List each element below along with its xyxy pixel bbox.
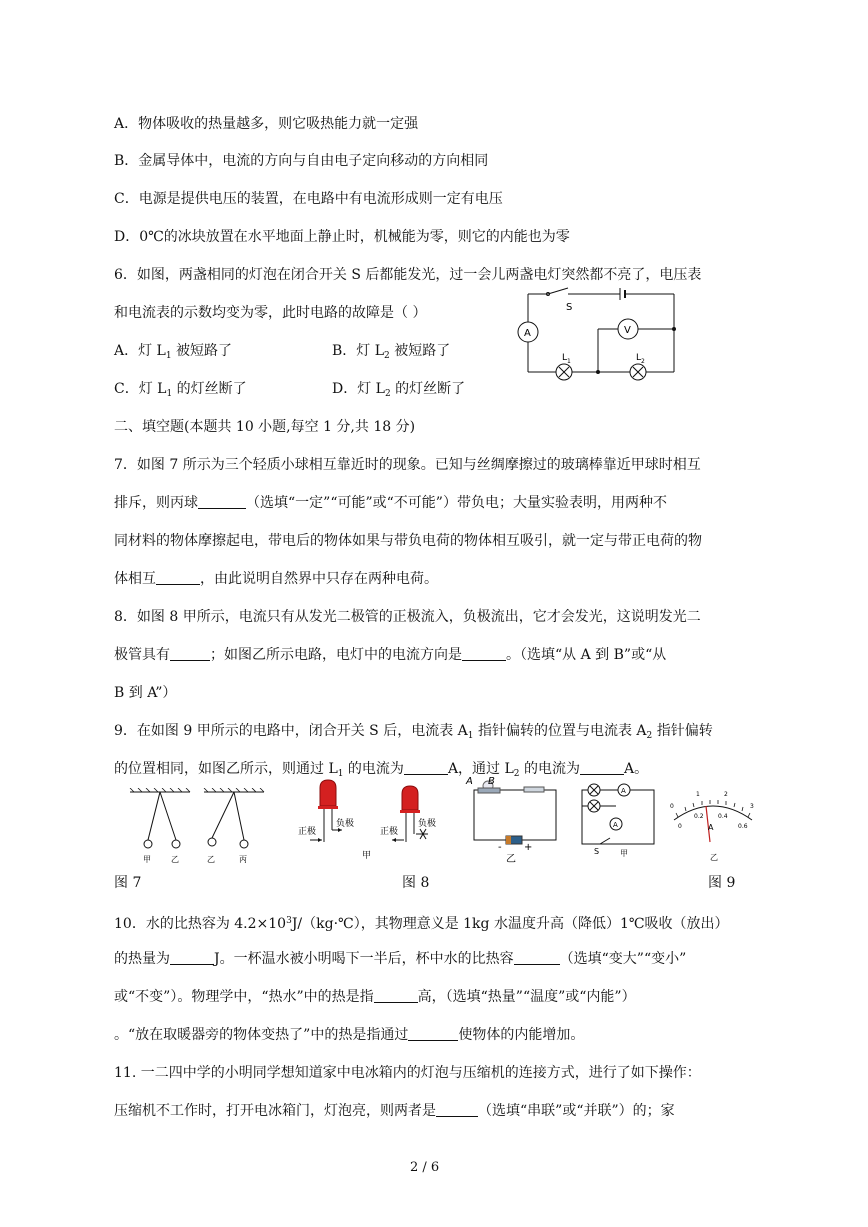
q6-circuit-diagram bbox=[508, 286, 684, 382]
fig8-point-b: B bbox=[488, 776, 495, 787]
q9-line2: 的位置相同，如图乙所示，则通过 $L_1$ 的电流为 A，通过 $L_2$ 的电流为 A。 bbox=[114, 761, 649, 779]
fig9-dial-tick: 0.2 bbox=[694, 813, 704, 820]
q7-line2: 排斥，则丙球 （选填“一定”“可能”或“不可能”）带负电；大量实验表明，用两种不 bbox=[114, 495, 667, 511]
fig8-pos-label: 正极 bbox=[380, 827, 399, 837]
fig8-yi-label: 乙 bbox=[506, 854, 516, 864]
q5-option-a: A．物体吸收的热量越多，则它吸热能力就一定强 bbox=[114, 116, 419, 132]
q6-voltmeter-label: V bbox=[624, 325, 631, 336]
fig9-dial-tick: 1 bbox=[696, 791, 700, 798]
answer-blank[interactable] bbox=[156, 570, 200, 585]
fig9-ammeter-dial bbox=[666, 784, 760, 864]
fig7-ball-label: 甲 bbox=[143, 855, 151, 864]
fig7-ball-label: 丙 bbox=[239, 855, 247, 864]
q10-line4: 。“放在取暖器旁的物体变热了”中的热是指通过 使物体的内能增加。 bbox=[114, 1027, 585, 1043]
fig8-lamp-circuit bbox=[462, 774, 570, 864]
q7-line3: 同材料的物体摩擦起电，带电后的物体如果与带负电荷的物体相互吸引，就一定与带正电荷的物 bbox=[114, 533, 702, 549]
q8-line2: 极管具有 ；如图乙所示电路，电灯中的电流方向是 。（选填“从 A 到 B”或“从 bbox=[114, 647, 667, 663]
answer-blank[interactable] bbox=[170, 646, 210, 661]
fig9-dial-tick: 3 bbox=[750, 803, 754, 810]
fig8-led-diagram bbox=[296, 778, 456, 866]
fig9-circuit bbox=[576, 778, 664, 860]
fig9-dial-tick: 0.6 bbox=[738, 823, 748, 830]
q5-option-d: D．0℃的冰块放置在水平地面上静止时，机械能为零，则它的内能也为零 bbox=[114, 229, 570, 245]
q5-option-b: B．金属导体中，电流的方向与自由电子定向移动的方向相同 bbox=[114, 153, 489, 169]
q10-line1: 10．水的比热容为 $4.2\times 10^3J/(kg\cdot℃)$，其物理意义是 1kg 水温度升高（降低）1℃吸收（放出） bbox=[114, 916, 729, 932]
answer-blank[interactable] bbox=[198, 494, 246, 509]
fig9-dial-tick: 0 bbox=[670, 803, 674, 810]
q8-line3: B 到 A”） bbox=[114, 685, 177, 701]
answer-blank[interactable] bbox=[408, 1026, 458, 1041]
fig9-ammeter-label: A bbox=[621, 787, 626, 795]
fig9-caption: 图 9 bbox=[708, 875, 736, 891]
q6-l2-label: $L_2$ bbox=[636, 353, 645, 365]
fig9-switch-label: S bbox=[594, 847, 600, 856]
fig8-plus: + bbox=[524, 842, 533, 853]
fig8-point-a: A bbox=[466, 776, 473, 787]
q6-option-a: A．灯 $L_1$ 被短路了 bbox=[114, 343, 233, 361]
fig7-ball-label: 乙 bbox=[171, 855, 179, 864]
answer-blank[interactable] bbox=[580, 760, 624, 775]
q11-line1: 11. 一二四中学的小明同学想知道家中电冰箱内的灯泡与压缩机的连接方式，进行了如下操作： bbox=[114, 1065, 701, 1081]
page-number: 2 / 6 bbox=[410, 1160, 440, 1175]
q7-line1: 7．如图 7 所示为三个轻质小球相互靠近时的现象。已知与丝绸摩擦过的玻璃棒靠近甲球时相互 bbox=[114, 457, 701, 473]
fig9-dial-tick: 0.4 bbox=[718, 813, 728, 820]
fig8-minus: - bbox=[498, 842, 502, 853]
fig9-ammeter-label: A bbox=[613, 821, 618, 829]
fig9-dial-tick: 0 bbox=[678, 823, 682, 830]
fig7-ball-label: 乙 bbox=[207, 855, 215, 864]
fig8-jia-label: 甲 bbox=[362, 851, 372, 861]
q7-line4: 体相互 ，由此说明自然界中只存在两种电荷。 bbox=[114, 571, 438, 587]
fig8-pos-label: 正极 bbox=[298, 827, 317, 837]
q6-l1-label: $L_1$ bbox=[562, 353, 571, 365]
answer-blank[interactable] bbox=[514, 950, 560, 965]
fig9-yi-label: 乙 bbox=[710, 853, 718, 862]
fig8-caption: 图 8 bbox=[402, 875, 430, 891]
q6-ammeter-label: A bbox=[524, 328, 531, 339]
q8-line1: 8．如图 8 甲所示，电流只有从发光二极管的正极流入，负极流出，它才会发光，这说明发光二 bbox=[114, 609, 701, 625]
q5-option-c: C．电源是提供电压的装置，在电路中有电流形成则一定有电压 bbox=[114, 191, 503, 207]
q6-stem-line2: 和电流表的示数均变为零，此时电路的故障是（ ） bbox=[114, 305, 427, 321]
fig9-jia-label: 甲 bbox=[620, 849, 628, 858]
q6-option-b: B．灯 $L_2$ 被短路了 bbox=[332, 343, 451, 361]
q6-option-c: C．灯 $L_1$ 的灯丝断了 bbox=[114, 381, 247, 399]
section-heading: 二、填空题(本题共 10 小题,每空 1 分,共 18 分) bbox=[114, 419, 416, 435]
q11-line2: 压缩机不工作时，打开电冰箱门，灯泡亮，则两者是 （选填“串联”或“并联”）的；家 bbox=[114, 1103, 675, 1119]
fig7-hanging-balls bbox=[126, 788, 268, 866]
answer-blank[interactable] bbox=[374, 988, 418, 1003]
q6-stem-line1: 6．如图，两盏相同的灯泡在闭合开关 S 后都能发光，过一会儿两盏电灯突然都不亮了，电压表 bbox=[114, 267, 702, 283]
answer-blank[interactable] bbox=[462, 646, 506, 661]
fig8-neg-label: 负极 bbox=[336, 819, 355, 829]
q9-line1: 9．在如图 9 甲所示的电路中，闭合开关 S 后，电流表 $A_1$ 指针偏转的位置与电流表 $A_2$ 指针偏转 bbox=[114, 723, 713, 741]
answer-blank[interactable] bbox=[404, 760, 448, 775]
fig8-neg-label: 负极 bbox=[418, 819, 437, 829]
answer-blank[interactable] bbox=[170, 950, 214, 965]
q10-line3: 或“不变”）。物理学中，“热水”中的热是指 高，（选填“热量”“温度”或“内能”） bbox=[114, 989, 636, 1005]
answer-blank[interactable] bbox=[436, 1102, 478, 1117]
q6-option-d: D．灯 $L_2$ 的灯丝断了 bbox=[332, 381, 466, 399]
q10-line2: 的热量为 J。一杯温水被小明喝下一半后，杯中水的比热容 （选填“变大”“变小” bbox=[114, 951, 687, 967]
fig9-dial-tick: 2 bbox=[724, 791, 728, 798]
fig7-caption: 图 7 bbox=[114, 875, 142, 891]
fig9-dial-unit: A bbox=[708, 823, 714, 832]
q6-switch-label: S bbox=[566, 302, 573, 313]
